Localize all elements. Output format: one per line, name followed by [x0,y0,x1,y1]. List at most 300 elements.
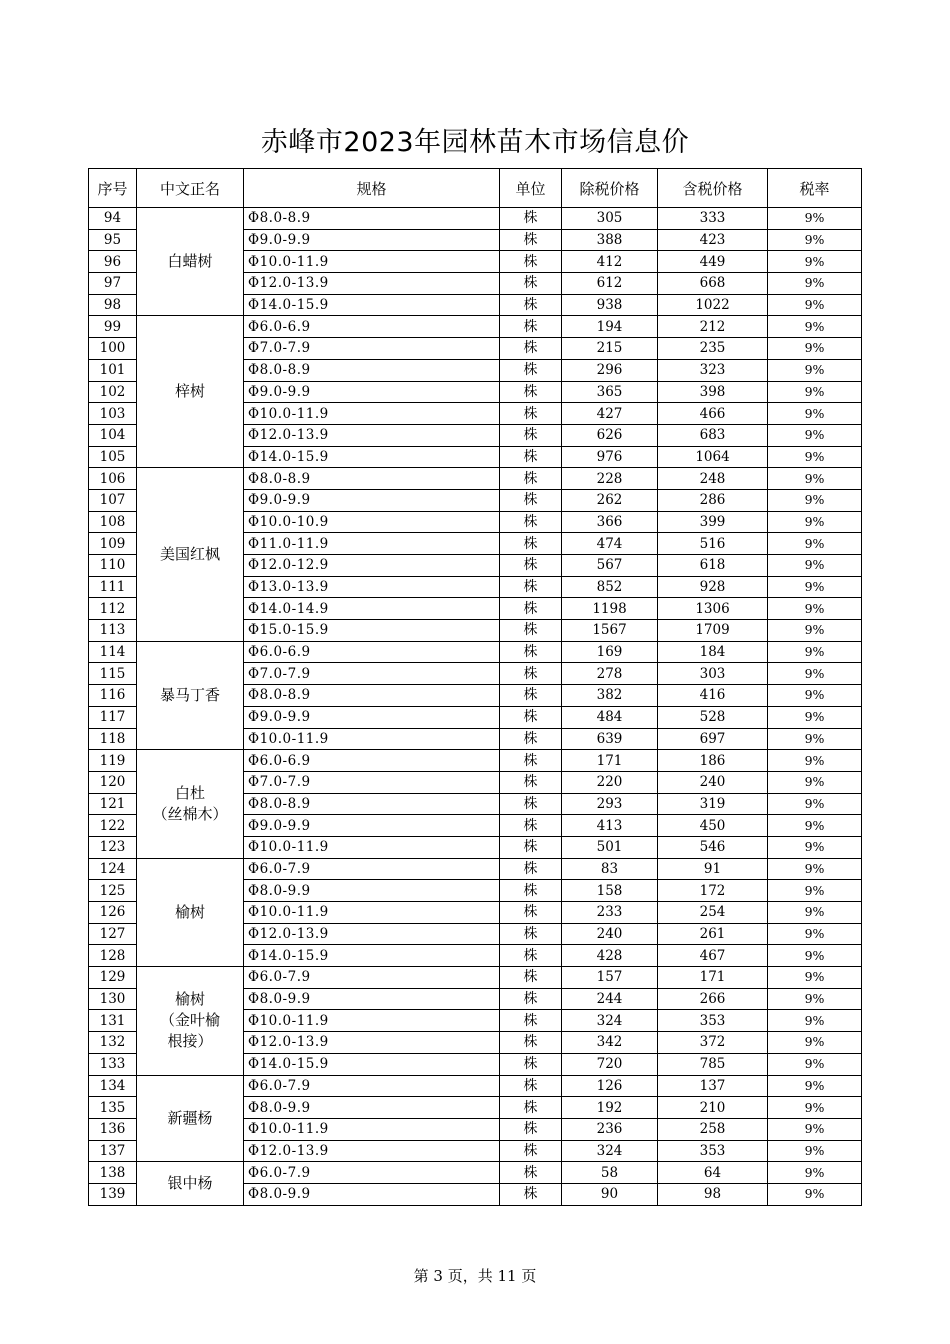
cell-price-ex-tax: 365 [562,381,658,403]
species-name-line: 榆树 [174,902,205,921]
cell-unit: 株 [500,403,562,425]
cell-unit: 株 [500,706,562,728]
cell-price-inc-tax: 186 [658,750,768,772]
cell-tax-rate: 9% [768,598,862,620]
cell-price-ex-tax: 236 [562,1118,658,1140]
cell-price-inc-tax: 210 [658,1097,768,1119]
cell-spec: Φ12.0-13.9 [244,923,500,945]
cell-price-ex-tax: 278 [562,663,658,685]
cell-price-inc-tax: 261 [658,923,768,945]
cell-price-inc-tax: 353 [658,1140,768,1162]
cell-price-inc-tax: 303 [658,663,768,685]
cell-price-inc-tax: 449 [658,251,768,273]
cell-price-ex-tax: 228 [562,468,658,490]
cell-tax-rate: 9% [768,858,862,880]
species-name-line: 新疆杨 [167,1108,213,1127]
cell-price-ex-tax: 126 [562,1075,658,1097]
cell-tax-rate: 9% [768,793,862,815]
cell-spec: Φ14.0-14.9 [244,598,500,620]
cell-price-inc-tax: 398 [658,381,768,403]
cell-price-ex-tax: 192 [562,1097,658,1119]
cell-price-ex-tax: 58 [562,1162,658,1184]
cell-seq: 98 [89,294,137,316]
cell-unit: 株 [500,294,562,316]
cell-seq: 139 [89,1183,137,1205]
cell-seq: 131 [89,1010,137,1032]
cell-seq: 126 [89,902,137,924]
cell-tax-rate: 9% [768,663,862,685]
cell-price-ex-tax: 413 [562,815,658,837]
cell-seq: 118 [89,728,137,750]
cell-price-ex-tax: 1198 [562,598,658,620]
cell-price-ex-tax: 244 [562,988,658,1010]
cell-spec: Φ10.0-11.9 [244,728,500,750]
cell-spec: Φ12.0-13.9 [244,1032,500,1054]
cell-species-name [137,1162,244,1205]
cell-price-ex-tax: 976 [562,446,658,468]
cell-unit: 株 [500,316,562,338]
cell-unit: 株 [500,359,562,381]
cell-seq: 94 [89,208,137,230]
cell-species-name [137,468,244,642]
cell-seq: 103 [89,403,137,425]
cell-unit: 株 [500,836,562,858]
cell-price-inc-tax: 333 [658,208,768,230]
header-spec: 规格 [244,169,500,208]
cell-tax-rate: 9% [768,555,862,577]
cell-price-inc-tax: 254 [658,902,768,924]
cell-seq: 104 [89,424,137,446]
cell-unit: 株 [500,273,562,295]
cell-price-inc-tax: 184 [658,641,768,663]
cell-price-inc-tax: 416 [658,685,768,707]
cell-price-ex-tax: 366 [562,511,658,533]
cell-tax-rate: 9% [768,446,862,468]
cell-spec: Φ10.0-11.9 [244,403,500,425]
cell-tax-rate: 9% [768,620,862,642]
cell-price-inc-tax: 785 [658,1053,768,1075]
cell-spec: Φ8.0-8.9 [244,208,500,230]
cell-price-inc-tax: 668 [658,273,768,295]
cell-spec: Φ14.0-15.9 [244,945,500,967]
cell-unit: 株 [500,641,562,663]
cell-tax-rate: 9% [768,1162,862,1184]
cell-price-inc-tax: 319 [658,793,768,815]
species-name-line: 根接） [167,1032,213,1051]
cell-price-inc-tax: 64 [658,1162,768,1184]
cell-unit: 株 [500,533,562,555]
cell-seq: 130 [89,988,137,1010]
cell-seq: 102 [89,381,137,403]
cell-spec: Φ6.0-7.9 [244,858,500,880]
cell-seq: 97 [89,273,137,295]
cell-seq: 111 [89,576,137,598]
cell-price-inc-tax: 266 [658,988,768,1010]
cell-price-ex-tax: 215 [562,338,658,360]
table-body [89,208,862,1206]
cell-price-inc-tax: 98 [658,1183,768,1205]
cell-tax-rate: 9% [768,945,862,967]
cell-price-ex-tax: 639 [562,728,658,750]
cell-unit: 株 [500,338,562,360]
cell-tax-rate: 9% [768,294,862,316]
species-name-line: 银中杨 [167,1173,213,1192]
cell-tax-rate: 9% [768,815,862,837]
cell-spec: Φ6.0-6.9 [244,316,500,338]
cell-price-ex-tax: 852 [562,576,658,598]
cell-tax-rate: 9% [768,685,862,707]
cell-seq: 133 [89,1053,137,1075]
cell-unit: 株 [500,1097,562,1119]
cell-price-ex-tax: 720 [562,1053,658,1075]
cell-price-inc-tax: 353 [658,1010,768,1032]
cell-price-inc-tax: 399 [658,511,768,533]
cell-spec: Φ10.0-11.9 [244,836,500,858]
cell-unit: 株 [500,728,562,750]
cell-seq: 109 [89,533,137,555]
cell-spec: Φ10.0-11.9 [244,1010,500,1032]
cell-seq: 129 [89,967,137,989]
cell-tax-rate: 9% [768,403,862,425]
cell-price-ex-tax: 233 [562,902,658,924]
cell-unit: 株 [500,815,562,837]
cell-unit: 株 [500,771,562,793]
cell-price-ex-tax: 171 [562,750,658,772]
cell-spec: Φ8.0-9.9 [244,988,500,1010]
cell-price-inc-tax: 91 [658,858,768,880]
cell-seq: 117 [89,706,137,728]
cell-spec: Φ7.0-7.9 [244,663,500,685]
cell-price-inc-tax: 546 [658,836,768,858]
cell-price-inc-tax: 516 [658,533,768,555]
table-row [89,468,862,490]
cell-seq: 121 [89,793,137,815]
cell-unit: 株 [500,620,562,642]
cell-unit: 株 [500,1032,562,1054]
cell-unit: 株 [500,446,562,468]
cell-price-ex-tax: 1567 [562,620,658,642]
cell-price-ex-tax: 158 [562,880,658,902]
table-row [89,208,862,230]
cell-price-inc-tax: 137 [658,1075,768,1097]
table-row [89,1075,862,1097]
cell-price-ex-tax: 324 [562,1010,658,1032]
cell-price-inc-tax: 1064 [658,446,768,468]
cell-tax-rate: 9% [768,1010,862,1032]
cell-unit: 株 [500,988,562,1010]
cell-spec: Φ8.0-8.9 [244,793,500,815]
cell-seq: 116 [89,685,137,707]
cell-seq: 105 [89,446,137,468]
cell-seq: 128 [89,945,137,967]
cell-tax-rate: 9% [768,706,862,728]
cell-price-inc-tax: 235 [658,338,768,360]
header-price-ex-tax: 除税价格 [562,169,658,208]
cell-price-inc-tax: 1709 [658,620,768,642]
cell-seq: 138 [89,1162,137,1184]
cell-unit: 株 [500,381,562,403]
cell-tax-rate: 9% [768,836,862,858]
cell-tax-rate: 9% [768,1032,862,1054]
cell-seq: 95 [89,229,137,251]
page-title: 赤峰市2023年园林苗木市场信息价 [260,127,690,158]
cell-price-ex-tax: 382 [562,685,658,707]
cell-price-inc-tax: 467 [658,945,768,967]
cell-seq: 132 [89,1032,137,1054]
cell-seq: 108 [89,511,137,533]
cell-unit: 株 [500,793,562,815]
cell-tax-rate: 9% [768,533,862,555]
cell-price-ex-tax: 305 [562,208,658,230]
cell-tax-rate: 9% [768,988,862,1010]
cell-price-inc-tax: 528 [658,706,768,728]
cell-tax-rate: 9% [768,468,862,490]
cell-tax-rate: 9% [768,229,862,251]
cell-seq: 137 [89,1140,137,1162]
cell-seq: 136 [89,1118,137,1140]
cell-unit: 株 [500,1140,562,1162]
cell-price-ex-tax: 626 [562,424,658,446]
cell-unit: 株 [500,598,562,620]
cell-seq: 110 [89,555,137,577]
cell-tax-rate: 9% [768,273,862,295]
cell-spec: Φ11.0-11.9 [244,533,500,555]
cell-price-ex-tax: 388 [562,229,658,251]
cell-unit: 株 [500,555,562,577]
cell-price-inc-tax: 928 [658,576,768,598]
cell-spec: Φ14.0-15.9 [244,446,500,468]
cell-tax-rate: 9% [768,923,862,945]
cell-unit: 株 [500,511,562,533]
cell-tax-rate: 9% [768,576,862,598]
cell-price-inc-tax: 1306 [658,598,768,620]
cell-price-ex-tax: 240 [562,923,658,945]
cell-spec: Φ9.0-9.9 [244,489,500,511]
cell-spec: Φ14.0-15.9 [244,1053,500,1075]
cell-seq: 100 [89,338,137,360]
cell-tax-rate: 9% [768,771,862,793]
cell-price-inc-tax: 286 [658,489,768,511]
cell-spec: Φ12.0-13.9 [244,1140,500,1162]
species-name-line: 榆树 [174,990,205,1009]
cell-tax-rate: 9% [768,967,862,989]
cell-spec: Φ8.0-9.9 [244,1097,500,1119]
cell-seq: 120 [89,771,137,793]
cell-seq: 107 [89,489,137,511]
cell-price-ex-tax: 220 [562,771,658,793]
cell-species-name [137,967,244,1075]
cell-tax-rate: 9% [768,750,862,772]
cell-price-ex-tax: 612 [562,273,658,295]
cell-tax-rate: 9% [768,1053,862,1075]
cell-seq: 127 [89,923,137,945]
table-row [89,316,862,338]
cell-seq: 101 [89,359,137,381]
cell-spec: Φ9.0-9.9 [244,706,500,728]
cell-spec: Φ8.0-8.9 [244,359,500,381]
cell-spec: Φ13.0-13.9 [244,576,500,598]
cell-spec: Φ8.0-9.9 [244,880,500,902]
cell-seq: 106 [89,468,137,490]
cell-unit: 株 [500,1075,562,1097]
table-row [89,858,862,880]
cell-price-inc-tax: 1022 [658,294,768,316]
cell-tax-rate: 9% [768,641,862,663]
cell-spec: Φ6.0-6.9 [244,750,500,772]
cell-price-inc-tax: 466 [658,403,768,425]
cell-seq: 123 [89,836,137,858]
cell-unit: 株 [500,468,562,490]
cell-price-inc-tax: 697 [658,728,768,750]
cell-price-ex-tax: 427 [562,403,658,425]
cell-unit: 株 [500,1118,562,1140]
cell-unit: 株 [500,902,562,924]
cell-tax-rate: 9% [768,1075,862,1097]
cell-price-ex-tax: 157 [562,967,658,989]
cell-tax-rate: 9% [768,511,862,533]
cell-seq: 96 [89,251,137,273]
species-name-line: 暴马丁香 [159,685,220,704]
cell-price-inc-tax: 683 [658,424,768,446]
cell-spec: Φ14.0-15.9 [244,294,500,316]
cell-species-name [137,316,244,468]
species-name-line: （金叶榆 [159,1011,220,1030]
cell-price-inc-tax: 240 [658,771,768,793]
cell-spec: Φ6.0-7.9 [244,1075,500,1097]
cell-seq: 112 [89,598,137,620]
cell-spec: Φ9.0-9.9 [244,815,500,837]
cell-seq: 119 [89,750,137,772]
species-name-line: （丝棉木） [152,804,228,823]
header-seq: 序号 [89,169,137,208]
cell-seq: 115 [89,663,137,685]
cell-species-name [137,641,244,749]
cell-price-ex-tax: 169 [562,641,658,663]
cell-price-inc-tax: 450 [658,815,768,837]
cell-unit: 株 [500,424,562,446]
cell-tax-rate: 9% [768,1118,862,1140]
cell-tax-rate: 9% [768,1097,862,1119]
cell-price-ex-tax: 296 [562,359,658,381]
cell-seq: 113 [89,620,137,642]
cell-unit: 株 [500,1183,562,1205]
cell-price-ex-tax: 484 [562,706,658,728]
header-unit: 单位 [500,169,562,208]
cell-seq: 114 [89,641,137,663]
table-row [89,641,862,663]
cell-tax-rate: 9% [768,359,862,381]
cell-seq: 125 [89,880,137,902]
table-row [89,1162,862,1184]
cell-spec: Φ7.0-7.9 [244,771,500,793]
cell-unit: 株 [500,251,562,273]
cell-unit: 株 [500,1162,562,1184]
cell-unit: 株 [500,750,562,772]
cell-spec: Φ10.0-11.9 [244,251,500,273]
cell-seq: 99 [89,316,137,338]
header-name: 中文正名 [137,169,244,208]
cell-tax-rate: 9% [768,381,862,403]
cell-tax-rate: 9% [768,316,862,338]
cell-price-inc-tax: 171 [658,967,768,989]
cell-price-inc-tax: 212 [658,316,768,338]
cell-spec: Φ8.0-8.9 [244,468,500,490]
cell-species-name [137,208,244,316]
cell-species-name [137,1075,244,1162]
cell-spec: Φ12.0-12.9 [244,555,500,577]
cell-tax-rate: 9% [768,728,862,750]
cell-unit: 株 [500,1010,562,1032]
cell-unit: 株 [500,229,562,251]
cell-price-inc-tax: 172 [658,880,768,902]
cell-price-inc-tax: 323 [658,359,768,381]
cell-unit: 株 [500,945,562,967]
cell-tax-rate: 9% [768,489,862,511]
cell-tax-rate: 9% [768,1140,862,1162]
cell-price-ex-tax: 262 [562,489,658,511]
cell-spec: Φ6.0-6.9 [244,641,500,663]
cell-spec: Φ9.0-9.9 [244,381,500,403]
header-tax-rate: 税率 [768,169,862,208]
species-name-line: 梓树 [174,382,205,401]
cell-spec: Φ12.0-13.9 [244,273,500,295]
species-name-line: 美国红枫 [159,545,220,563]
cell-unit: 株 [500,663,562,685]
cell-tax-rate: 9% [768,208,862,230]
cell-unit: 株 [500,208,562,230]
cell-spec: Φ7.0-7.9 [244,338,500,360]
cell-spec: Φ12.0-13.9 [244,424,500,446]
price-table [88,168,862,1206]
cell-seq: 124 [89,858,137,880]
table-row [89,750,862,772]
cell-price-ex-tax: 428 [562,945,658,967]
cell-price-ex-tax: 324 [562,1140,658,1162]
cell-price-inc-tax: 258 [658,1118,768,1140]
cell-spec: Φ9.0-9.9 [244,229,500,251]
cell-spec: Φ10.0-11.9 [244,1118,500,1140]
cell-unit: 株 [500,880,562,902]
cell-tax-rate: 9% [768,880,862,902]
cell-price-inc-tax: 372 [658,1032,768,1054]
cell-spec: Φ15.0-15.9 [244,620,500,642]
cell-spec: Φ6.0-7.9 [244,967,500,989]
cell-price-ex-tax: 567 [562,555,658,577]
cell-unit: 株 [500,1053,562,1075]
cell-tax-rate: 9% [768,1183,862,1205]
header-price-inc-tax: 含税价格 [658,169,768,208]
cell-unit: 株 [500,489,562,511]
cell-price-inc-tax: 618 [658,555,768,577]
cell-seq: 122 [89,815,137,837]
cell-seq: 134 [89,1075,137,1097]
cell-species-name [137,750,244,858]
cell-price-ex-tax: 938 [562,294,658,316]
cell-price-ex-tax: 90 [562,1183,658,1205]
cell-price-ex-tax: 83 [562,858,658,880]
species-name-line: 白蜡树 [167,252,213,271]
cell-unit: 株 [500,576,562,598]
cell-tax-rate: 9% [768,902,862,924]
cell-tax-rate: 9% [768,424,862,446]
cell-spec: Φ8.0-8.9 [244,685,500,707]
cell-price-ex-tax: 194 [562,316,658,338]
cell-price-ex-tax: 412 [562,251,658,273]
cell-unit: 株 [500,858,562,880]
page-footer: 第 3 页，共 11 页 [413,1267,537,1285]
cell-spec: Φ8.0-9.9 [244,1183,500,1205]
cell-price-inc-tax: 423 [658,229,768,251]
